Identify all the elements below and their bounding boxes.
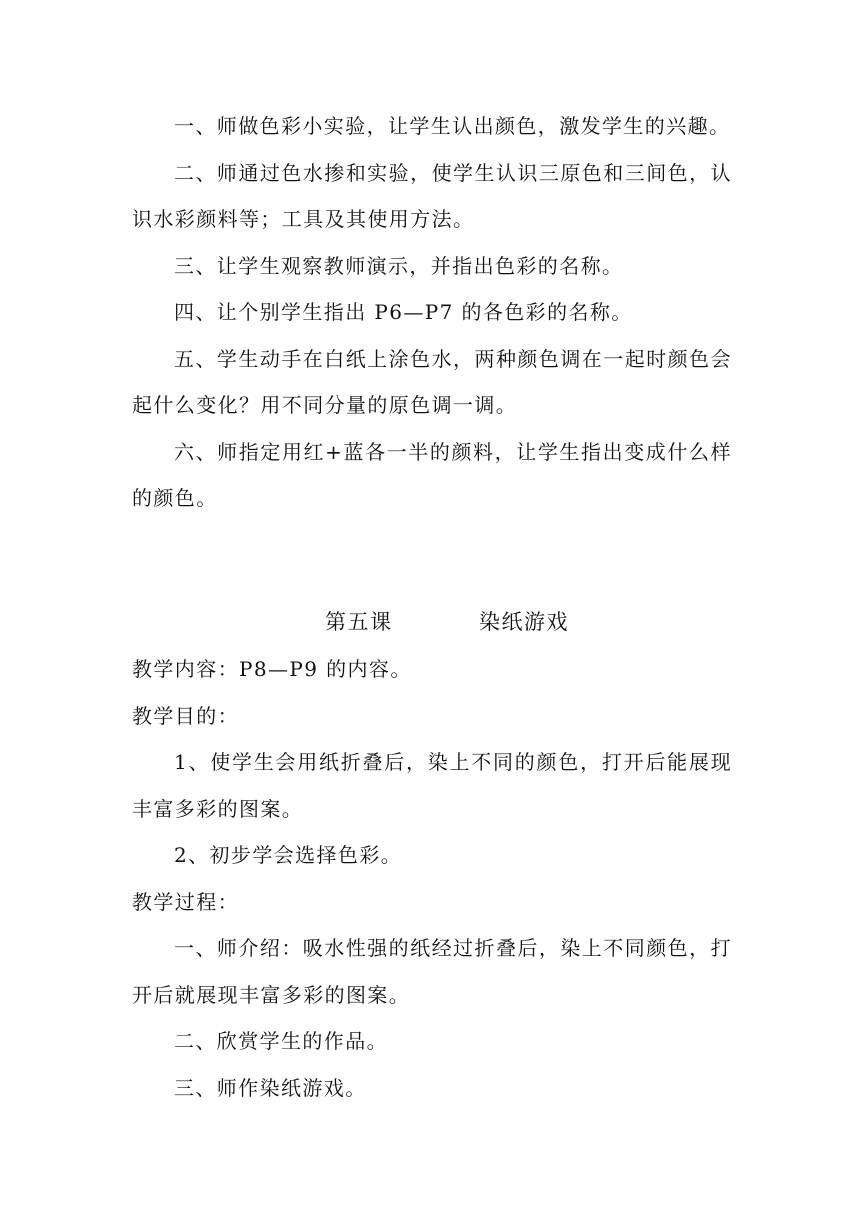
teaching-aim-heading: 教学目的： xyxy=(132,703,239,728)
teaching-aim-2: 2、初步学会选择色彩。 xyxy=(174,843,403,867)
lesson-number: 第五课 xyxy=(325,610,393,634)
process-step-4: 四、让个别学生指出 P6—P7 的各色彩的名称。 xyxy=(174,300,633,324)
lesson-five-body xyxy=(132,646,732,1111)
teaching-content: 教学内容：P8—P9 的内容。 xyxy=(132,657,412,681)
lesson-heading xyxy=(132,599,732,645)
process-step-6: 六、师指定用红+蓝各一半的颜料，让学生指出变成什么样的颜色。 xyxy=(132,439,732,510)
process-step-2: 二、师通过色水掺和实验，使学生认识三原色和三间色，认识水彩颜料等；工具及其使用方法。 xyxy=(132,160,732,231)
teaching-step-2: 二、欣赏学生的作品。 xyxy=(174,1029,388,1053)
process-step-3: 三、让学生观察教师演示，并指出色彩的名称。 xyxy=(174,253,624,278)
previous-lesson-process xyxy=(132,103,732,522)
teaching-process-heading: 教学过程： xyxy=(132,889,239,914)
teaching-step-1: 一、师介绍：吸水性强的纸经过折叠后，染上不同颜色，打开后就展现丰富多彩的图案。 xyxy=(132,936,732,1007)
teaching-aim-1: 1、使学生会用纸折叠后，染上不同的颜色，打开后能展现丰富多彩的图案。 xyxy=(132,750,732,821)
lesson-name: 染纸游戏 xyxy=(479,610,569,634)
teaching-step-3: 三、师作染纸游戏。 xyxy=(174,1075,367,1100)
process-step-5: 五、学生动手在白纸上涂色水，两种颜色调在一起时颜色会起什么变化？用不同分量的原色调一调。 xyxy=(132,346,732,417)
process-step-1: 一、师做色彩小实验，让学生认出颜色，激发学生的兴趣。 xyxy=(174,114,731,138)
